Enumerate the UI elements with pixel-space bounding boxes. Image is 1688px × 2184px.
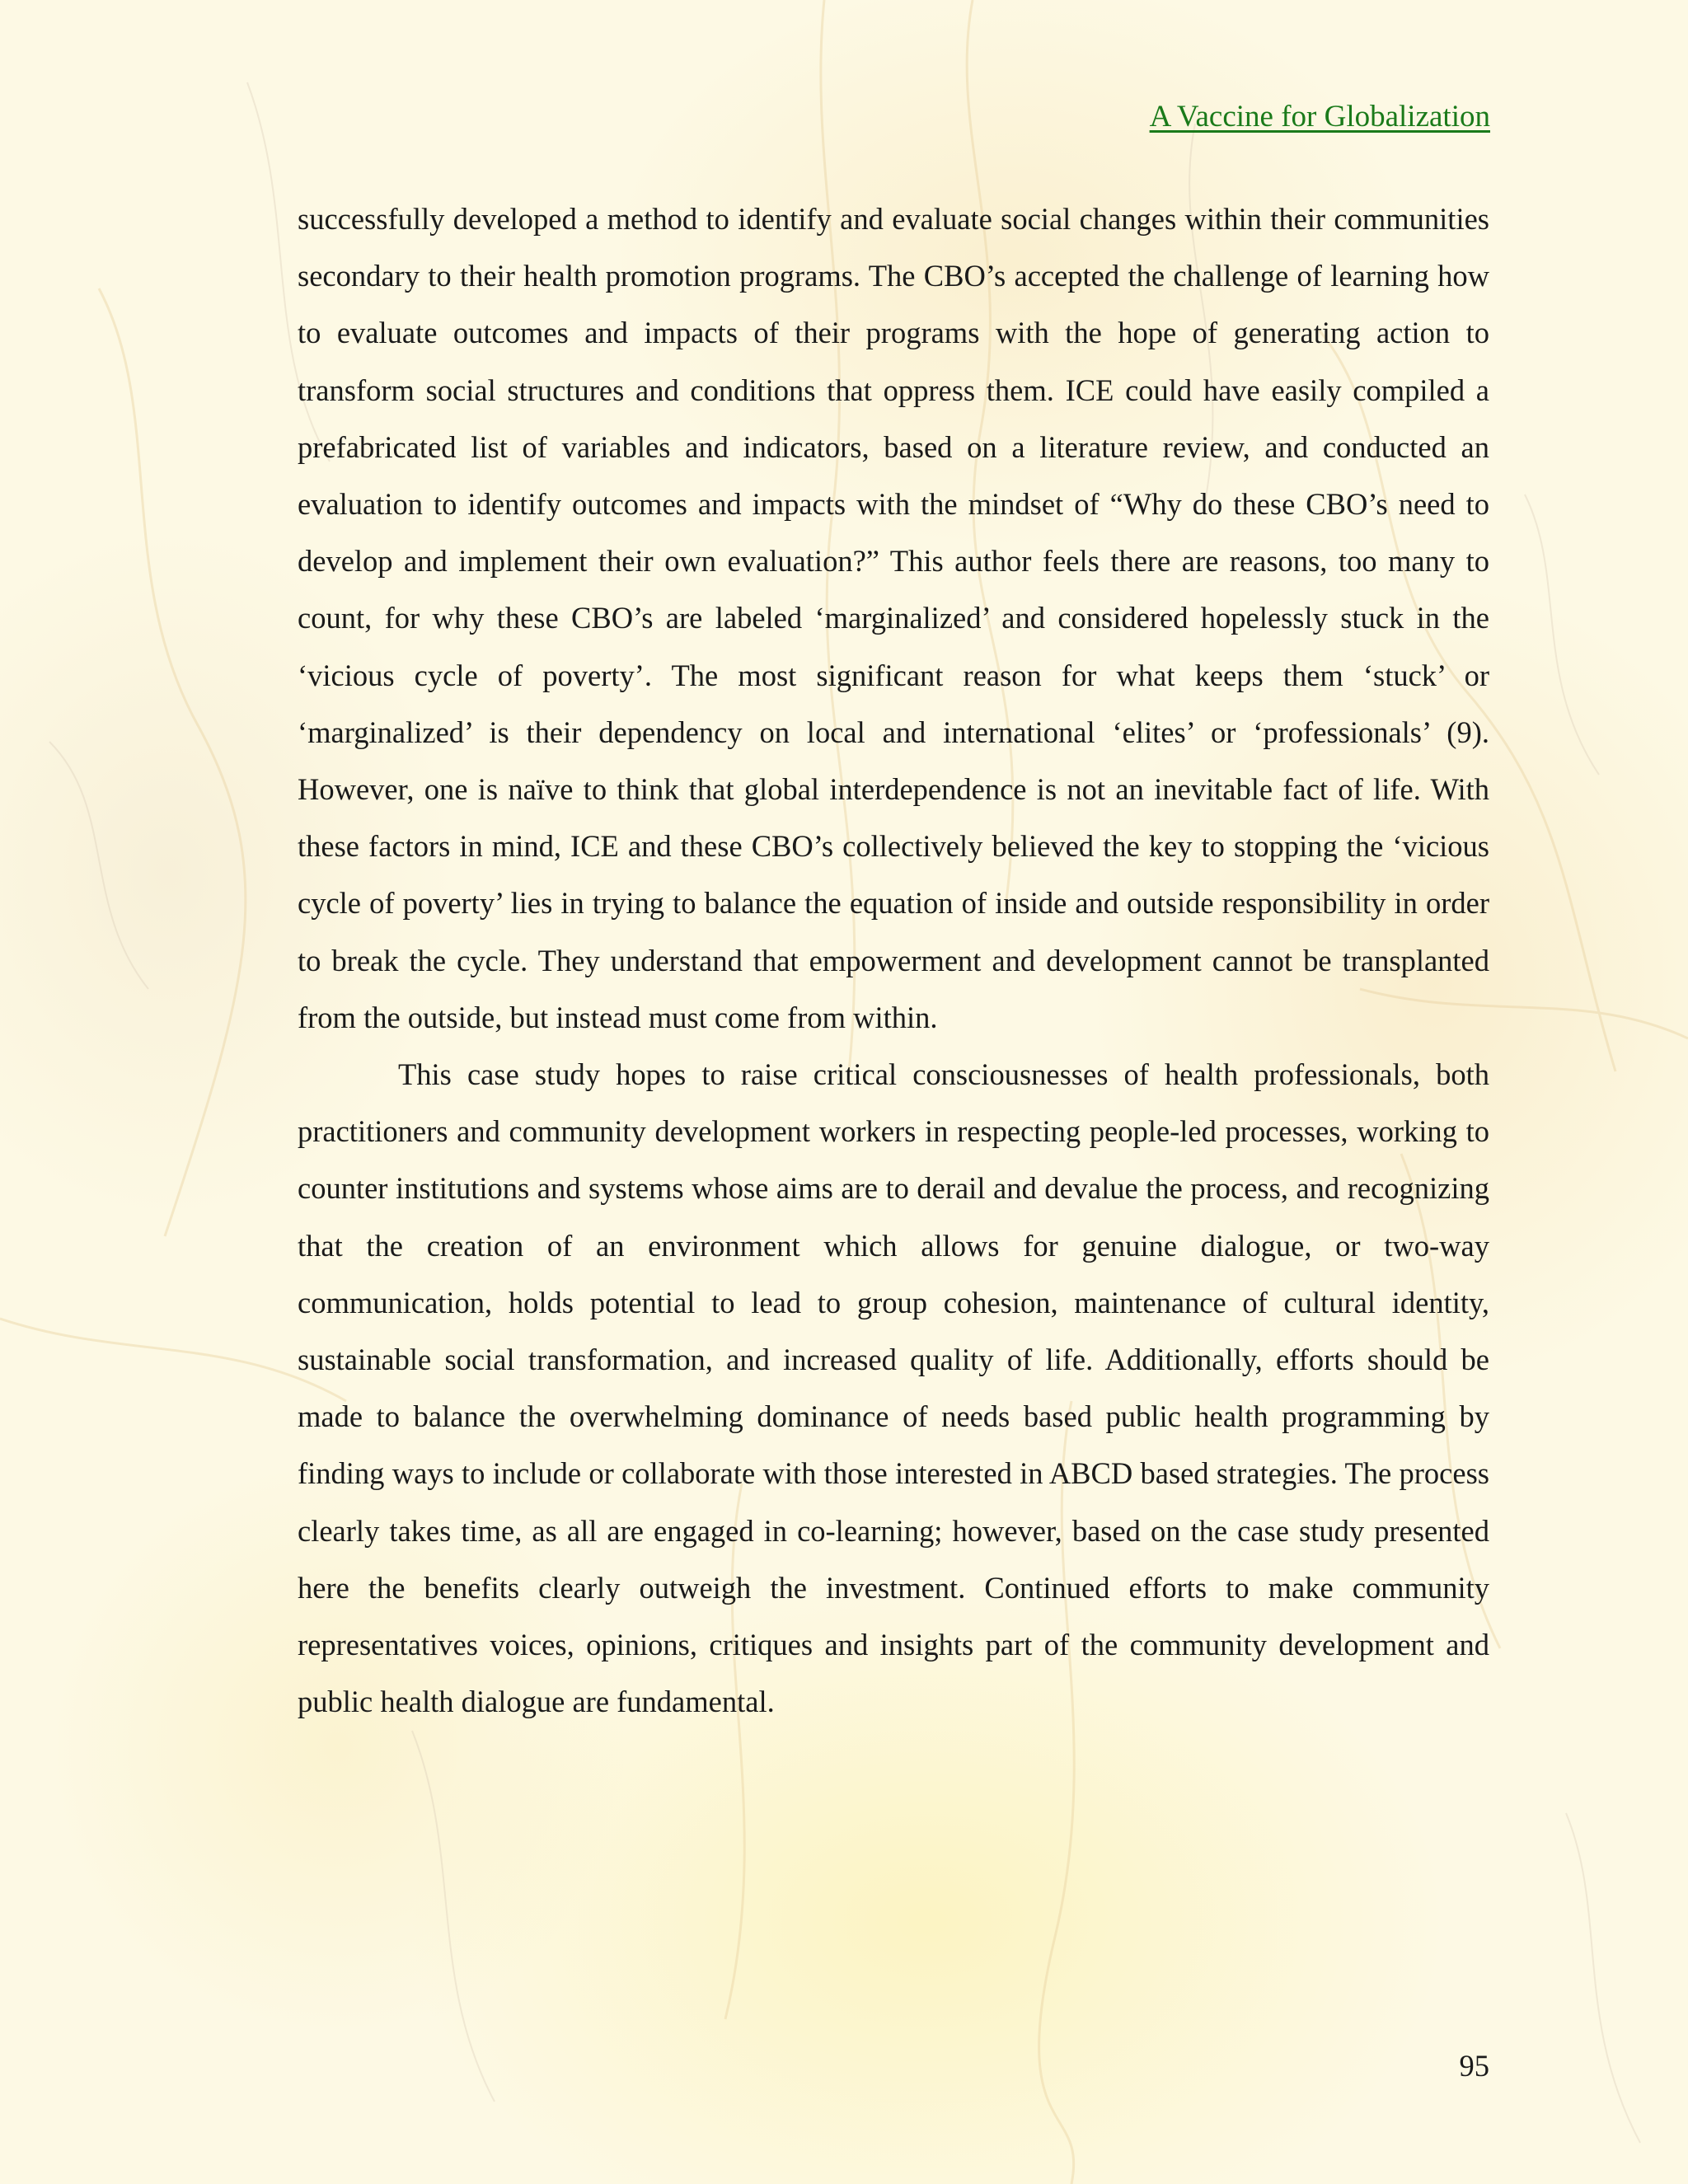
paragraph-1: successfully developed a method to identify and evaluate social changes within their communities secondary to their health promotion programs. The CBO’s accepted the challenge of learning how to evaluate outcomes and impacts of their programs with the hope of generating action to transform social structures and conditions that oppress them. ICE could have easily compiled a prefabricated list of variables and indicators, based on a literature review, and conducted an evaluation to identify outcomes and impacts with the mindset of “Why do these CBO’s need to develop and implement their own evaluation?” This author feels there are reasons, too many to count, for why these CBO’s are labeled ‘marginalized’ and considered hopelessly stuck in the ‘vicious cycle of poverty’. The most significant reason for what keeps them ‘stuck’ or ‘marginalized’ is their dependency on local and international ‘elites’ or ‘professionals’ (9). However, one is naïve to think that global interdependence is not an inevitable fact of life. With these factors in mind, ICE and these CBO’s collectively believed the key to stopping the ‘vicious cycle of poverty’ lies in trying to balance the equation of inside and outside responsibility in order to break the cycle. They understand that empowerment and development cannot be transplanted from the outside, but instead must come from within. (298, 202, 1489, 1034)
page-number: 95 (1459, 2049, 1489, 2083)
paragraph-2: This case study hopes to raise critical consciousnesses of health professionals, both practitioners and community development workers in respecting people-led processes, working to counter institutions and systems whose aims are to derail and devalue the process, and recognizing that the creation of an environment which allows for genuine dialogue, or two-way communication, holds potential to lead to group cohesion, maintenance of cultural identity, sustainable social transformation, and increased quality of life. Additionally, efforts should be made to balance the overwhelming dominance of needs based public health programming by finding ways to include or collaborate with those interested in ABCD based strategies. The process clearly takes time, as all are engaged in co-learning; however, based on the case study presented here the benefits clearly outweigh the investment. Continued efforts to make community representatives voices, opinions, critiques and insights part of the community development and public health dialogue are fundamental. (298, 1057, 1489, 1719)
body-text (298, 190, 1489, 1730)
running-header: A Vaccine for Globalization (1149, 100, 1490, 134)
